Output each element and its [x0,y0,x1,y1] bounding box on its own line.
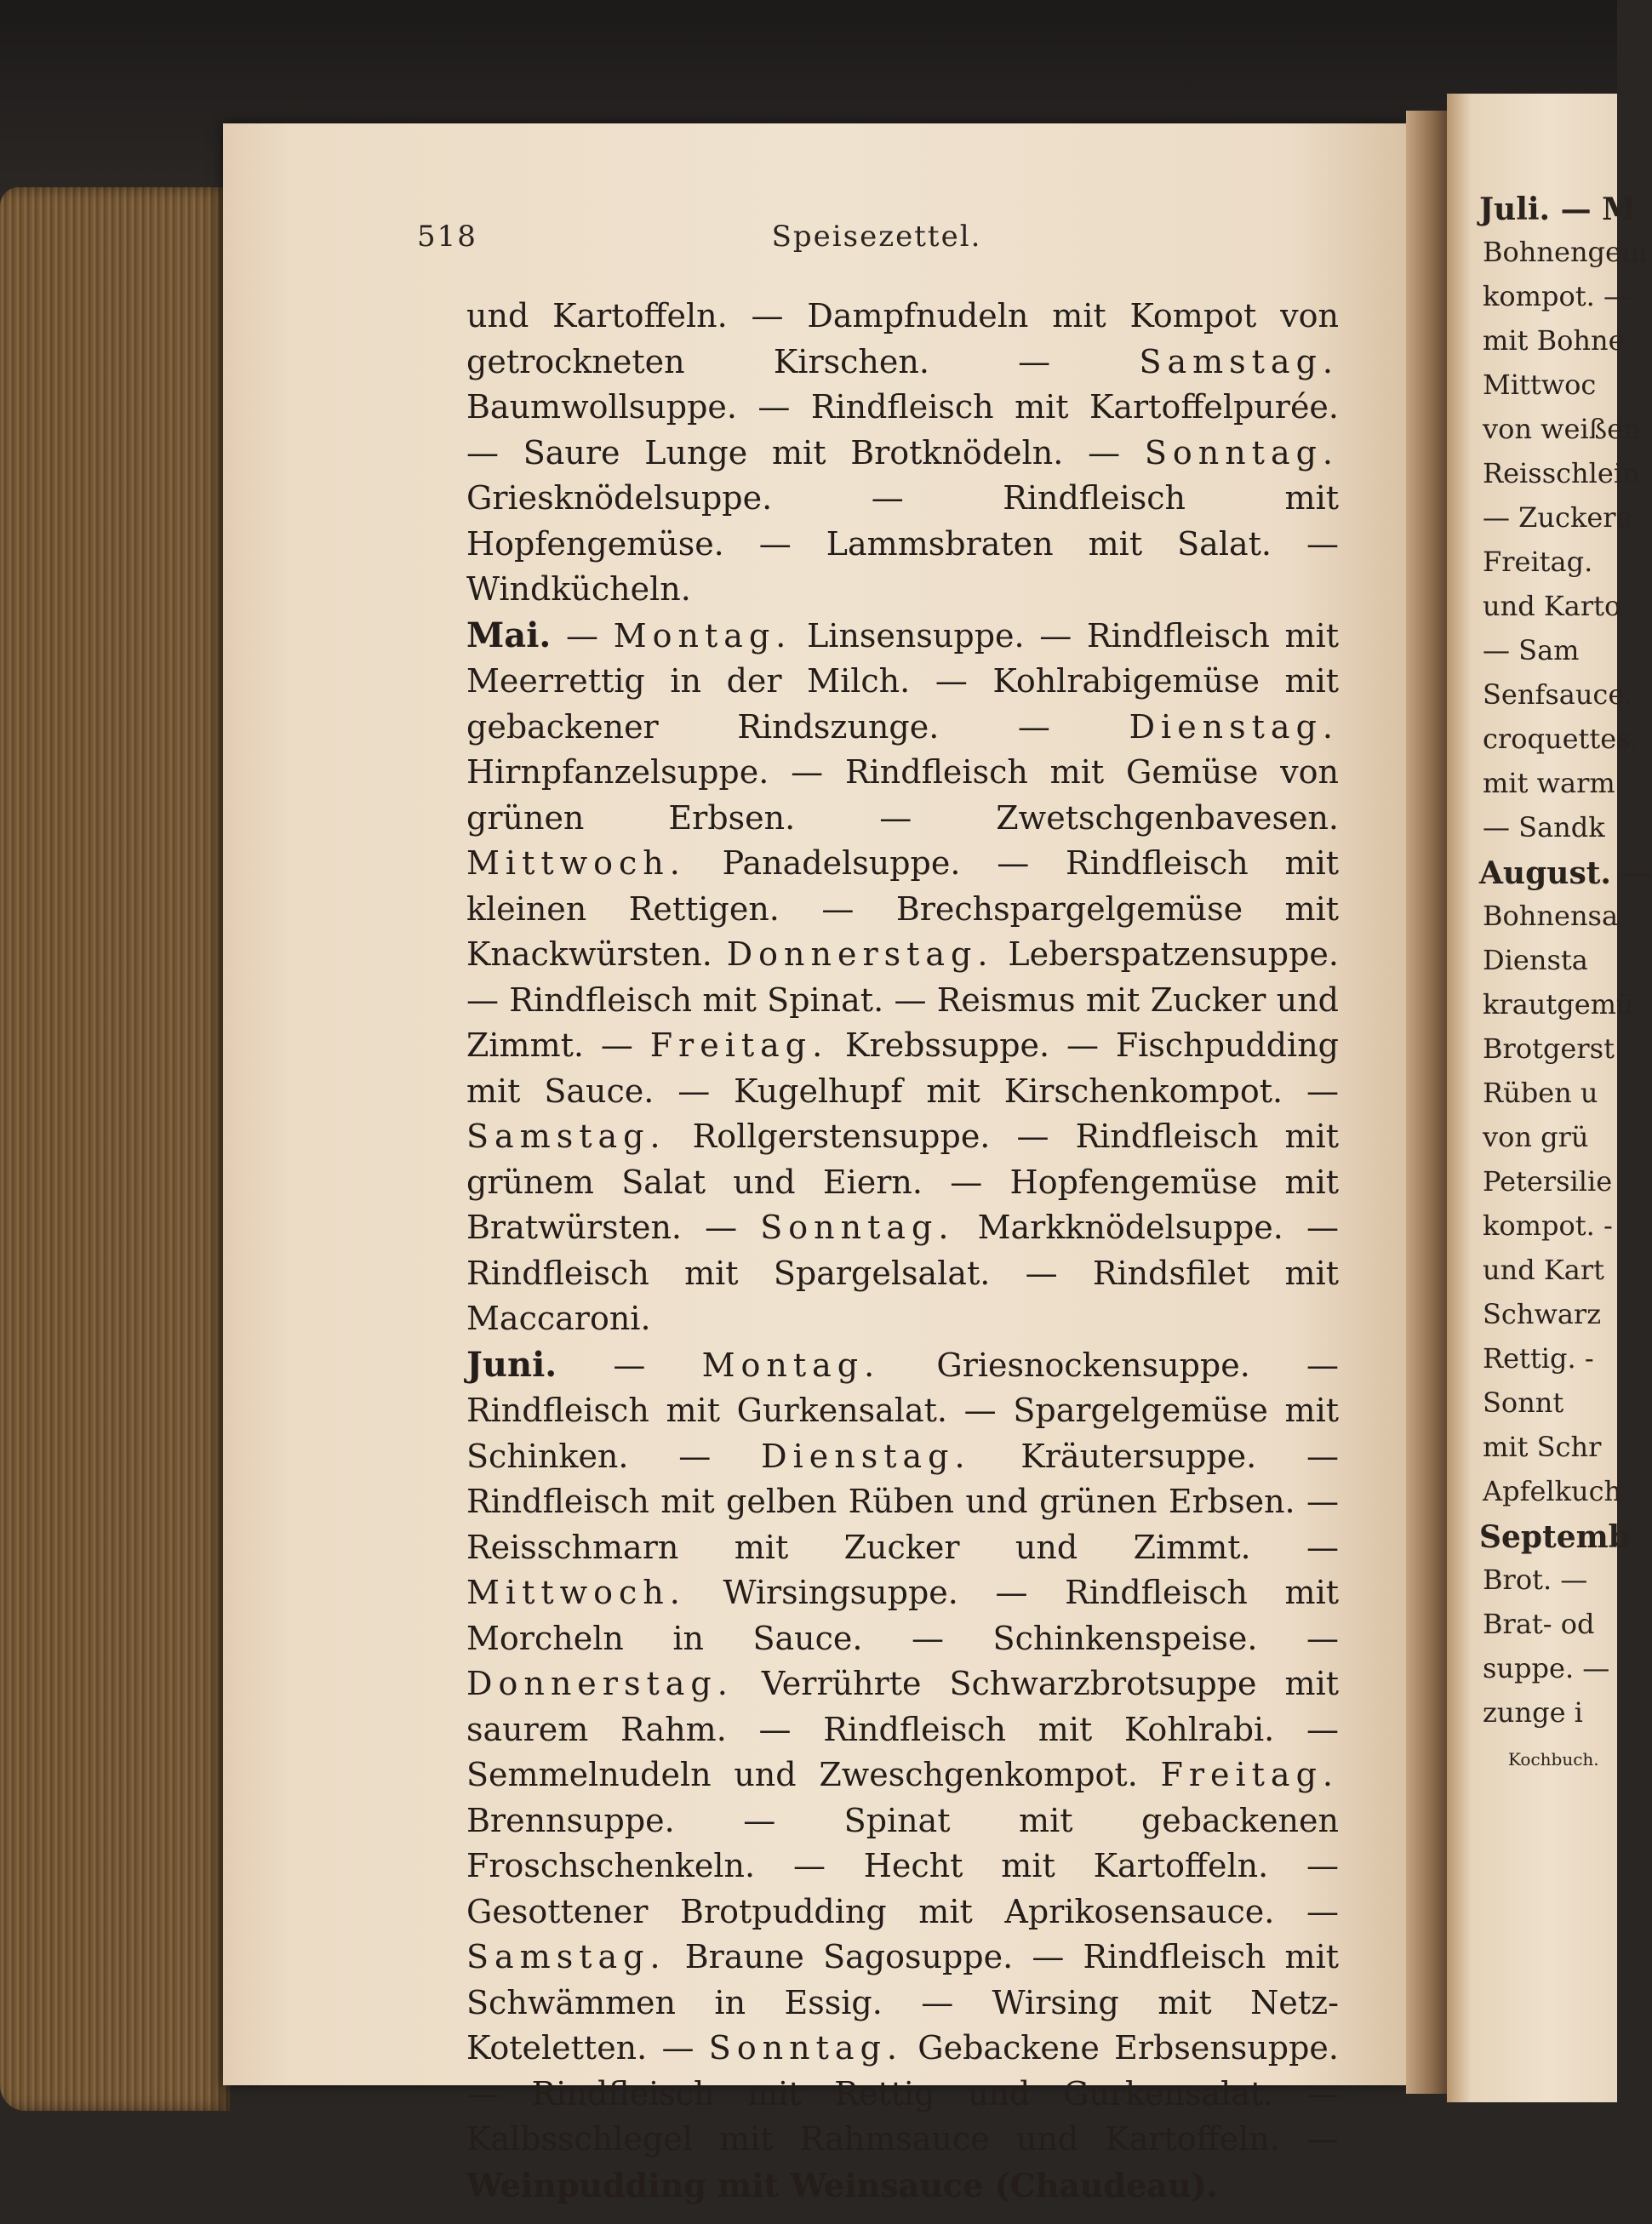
paragraph-intro: und Kartoffeln. — Dampfnudeln mit Kompot von getrockneten Kirschen. — Samstag. Baumwollsuppe. — Rindfleisch mit Kartoffelpurée. — Saure Lunge mit Brotknödeln. — Sonntag. Griesknödelsuppe. — Rindfleisch mit Hopfengemüse. — Lammsbraten mit Salat. — Windkücheln. [466,297,1339,608]
right-page-line: Brat- od [1483,1608,1595,1640]
book-gutter [1406,111,1453,2094]
month-heading: Juni. [466,1344,557,1385]
right-page-line: Rettig. - [1483,1342,1594,1375]
right-page-line: Reisschlein [1483,457,1640,489]
right-page-line: und Karto [1483,590,1621,622]
running-head [417,220,1336,262]
day-label: Sonntag. [708,2029,903,2067]
day-label: Donnerstag. [466,1665,734,1702]
right-page-line: Schwarz [1483,1298,1602,1330]
right-page-fragment [1447,94,1652,2102]
day-label: Samstag. [466,1118,666,1155]
right-page-line: Brot. — [1483,1564,1588,1596]
right-page-line: croquettes. [1483,723,1639,755]
paragraph-juni: Juni. — Montag. Griesnockensuppe. — Rindfleisch mit Gurkensalat. — Spargelgemüse mit Schinken. — Dienstag. Kräutersuppe. — Rindfleisch mit gelben Rüben und grünen Erbsen. — Reisschmarn mit Zucker und Zimmt. — Mittwoch. Wirsingsuppe. — Rindfleisch mit Morcheln in Sauce. — Schinkenspeise. — Donnerstag. Verrührte Schwarzbrotsuppe mit saurem Rahm. — Rindfleisch mit Kohlrabi. — Semmelnudeln und Zweschgenkompot. Freitag. Brennsuppe. — Spinat mit gebackenen Froschschenkeln. — Hecht mit Kartoffeln. — Gesottener Brotpudding mit Aprikosensauce. — Samstag. Braune Sagosuppe. — Rindfleisch mit Schwämmen in Essig. — Wirsing mit Netz-Koteletten. — Sonntag. Gebackene Erbsensuppe. — Rindfleisch mit Rettig und Gurkensalat. — Kalbsschlegel mit Rahmsauce und Kartoffeln. — Weinpudding mit Weinsauce (Chaudeau). [466,1344,1339,2204]
day-label: Dienstag. [1129,707,1339,746]
right-page-line: mit Schr [1483,1431,1602,1463]
day-label: Sonntag. [760,1209,955,1246]
day-label: Freitag. [1160,1756,1339,1793]
day-label: Samstag. [466,1938,666,1975]
day-label: Montag. [701,1346,881,1384]
day-label: Montag. [613,616,792,655]
right-page-line: August. — [1479,855,1652,891]
right-page-line: — Sam [1483,634,1580,666]
book-page-edges [0,187,230,2111]
day-label: Sonntag. [1144,433,1339,472]
menu-text [466,294,1339,2209]
right-page-line: Brotgerst [1483,1032,1615,1065]
right-page-line: Bohnensa [1483,900,1619,932]
closing-dish: Weinpudding mit Weinsauce (Chaudeau). [466,2165,1218,2204]
right-page-line: kompot. - [1483,1209,1613,1242]
day-label: Donnerstag. [726,935,994,973]
right-page-line: Apfelkuch [1483,1475,1622,1507]
right-page-line: Juli. — M [1479,192,1637,227]
right-page-line: Septemb [1479,1519,1630,1555]
right-page-line: suppe. — [1483,1652,1610,1684]
right-page-line: Senfsauce. [1483,678,1633,711]
right-page-line: und Kart [1483,1254,1605,1286]
day-label: Samstag. [1139,342,1339,380]
right-page-line: Mittwoc [1483,369,1597,401]
right-page-line: — Sandk [1483,811,1605,843]
page-title: Speisezettel. [771,220,982,254]
paragraph-mai: Mai. — Montag. Linsensuppe. — Rindfleisch mit Meerrettig in der Milch. — Kohlrabigemüse mit gebackener Rindszunge. — Dienstag. Hirnpfanzelsuppe. — Rindfleisch mit Gemüse von grünen Erbsen. — Zwetschgenbavesen. Mittwoch. Panadelsuppe. — Rindfleisch mit kleinen Rettigen. — Brechspargelgemüse mit Knackwürsten. Donnerstag. Leberspatzensuppe. — Rindfleisch mit Spinat. — Reismus mit Zucker und Zimmt. — Freitag. Krebssuppe. — Fischpudding mit Sauce. — Kugelhupf mit Kirschenkompot. — Samstag. Rollgerstensuppe. — Rindfleisch mit grünem Salat und Eiern. — Hopfengemüse mit Bratwürsten. — Sonntag. Markknödelsuppe. — Rindfleisch mit Spargelsalat. — Rindsfilet mit Maccaroni. [466,615,1340,1337]
page-number: 518 [417,220,477,254]
right-page-line: Petersilie [1483,1165,1613,1198]
right-page-line: Bohnengem [1483,236,1648,268]
right-page-line: mit Bohne [1483,324,1625,357]
right-page-line: krautgemü [1483,988,1634,1021]
day-label: Dienstag. [761,1437,971,1475]
day-label: Mittwoch. [466,844,686,882]
right-page-line: Freitag. [1483,546,1593,578]
right-page-line: Rüben u [1483,1077,1598,1109]
right-page-line: kompot. — [1483,280,1631,312]
right-page-line: mit warm [1483,767,1615,799]
month-heading: Mai. [466,615,552,655]
right-page-line: Kochbuch. [1508,1749,1599,1769]
day-label: Mittwoch. [466,1574,686,1611]
right-page-line: Sonnt [1483,1386,1564,1419]
right-page-line: Diensta [1483,944,1588,976]
right-page-line: von weißen [1483,413,1641,445]
right-page-line: von grü [1483,1121,1589,1153]
right-page-line: — Zuckere [1483,501,1632,534]
day-label: Freitag. [649,1026,829,1064]
right-page-line: zunge i [1483,1696,1583,1729]
